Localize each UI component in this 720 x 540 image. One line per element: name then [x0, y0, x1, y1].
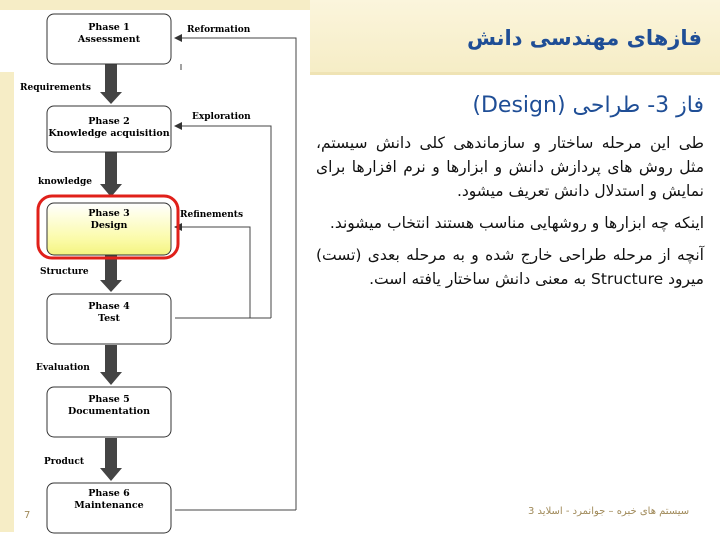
- phase-6-box: [47, 483, 171, 533]
- paragraph-2: اینکه چه ابزارها و روشهایی مناسب هستند انتخاب میشوند.: [329, 213, 704, 232]
- phase-4-name: Test: [98, 313, 120, 324]
- phase-4-number: Phase 4: [88, 301, 130, 312]
- slide-number: 7: [24, 510, 31, 521]
- phase-3-name: Design: [90, 220, 128, 231]
- phase-1-number: Phase 1: [88, 22, 130, 33]
- title-band: [310, 0, 720, 75]
- phase-1-box: [47, 14, 171, 64]
- label-evaluation: Evaluation: [36, 363, 90, 373]
- feedback-lines: [175, 38, 296, 510]
- paragraph-1: طی این مرحله ساختار و سازماندهی کلی دانش سیستم، مثل روش های پردازش دانش و ابزارها و نرم افزارها برای نمایش و استدلال دانش تعریف میشود.: [316, 133, 704, 200]
- label-reformation: Reformation: [187, 25, 251, 35]
- phase-6-name: Maintenance: [74, 500, 144, 511]
- phase-5-box: [47, 387, 171, 437]
- phase-6-number: Phase 6: [88, 488, 130, 499]
- slide-title: فازهای مهندسی دانش: [466, 26, 702, 50]
- phase-5-name: Documentation: [67, 406, 151, 417]
- phase-3-number: Phase 3: [88, 208, 130, 219]
- label-structure: Structure: [40, 267, 89, 277]
- phase-2-number: Phase 2: [88, 116, 130, 127]
- phase-3-box: [47, 203, 171, 255]
- phase-5-number: Phase 5: [88, 394, 130, 405]
- paragraph-3: آنچه از مرحله طراحی خارج شده و به مرحله بعدی (تست) میرود Structure به معنی دانش ساختار یافته است.: [316, 245, 704, 288]
- label-product: Product: [44, 457, 84, 467]
- phase-1-name: Assessment: [77, 34, 141, 45]
- label-refinements: Refinements: [180, 210, 244, 220]
- phase-4-box: [47, 294, 171, 344]
- phase-diagram: [0, 0, 310, 540]
- phase-2-name: Knowledge acquisition: [48, 128, 170, 139]
- phase-2-box: [47, 106, 171, 152]
- flow-diagram: [0, 0, 310, 540]
- label-knowledge: knowledge: [38, 177, 92, 187]
- label-requirements: Requirements: [20, 83, 91, 93]
- label-exploration: Exploration: [192, 112, 251, 122]
- slide-content: [316, 92, 704, 299]
- phase-heading: فاز 3- طراحی (Design): [472, 93, 704, 118]
- slide-footer: سیستم های خبره – جوانمرد - اسلاید 3: [528, 506, 690, 517]
